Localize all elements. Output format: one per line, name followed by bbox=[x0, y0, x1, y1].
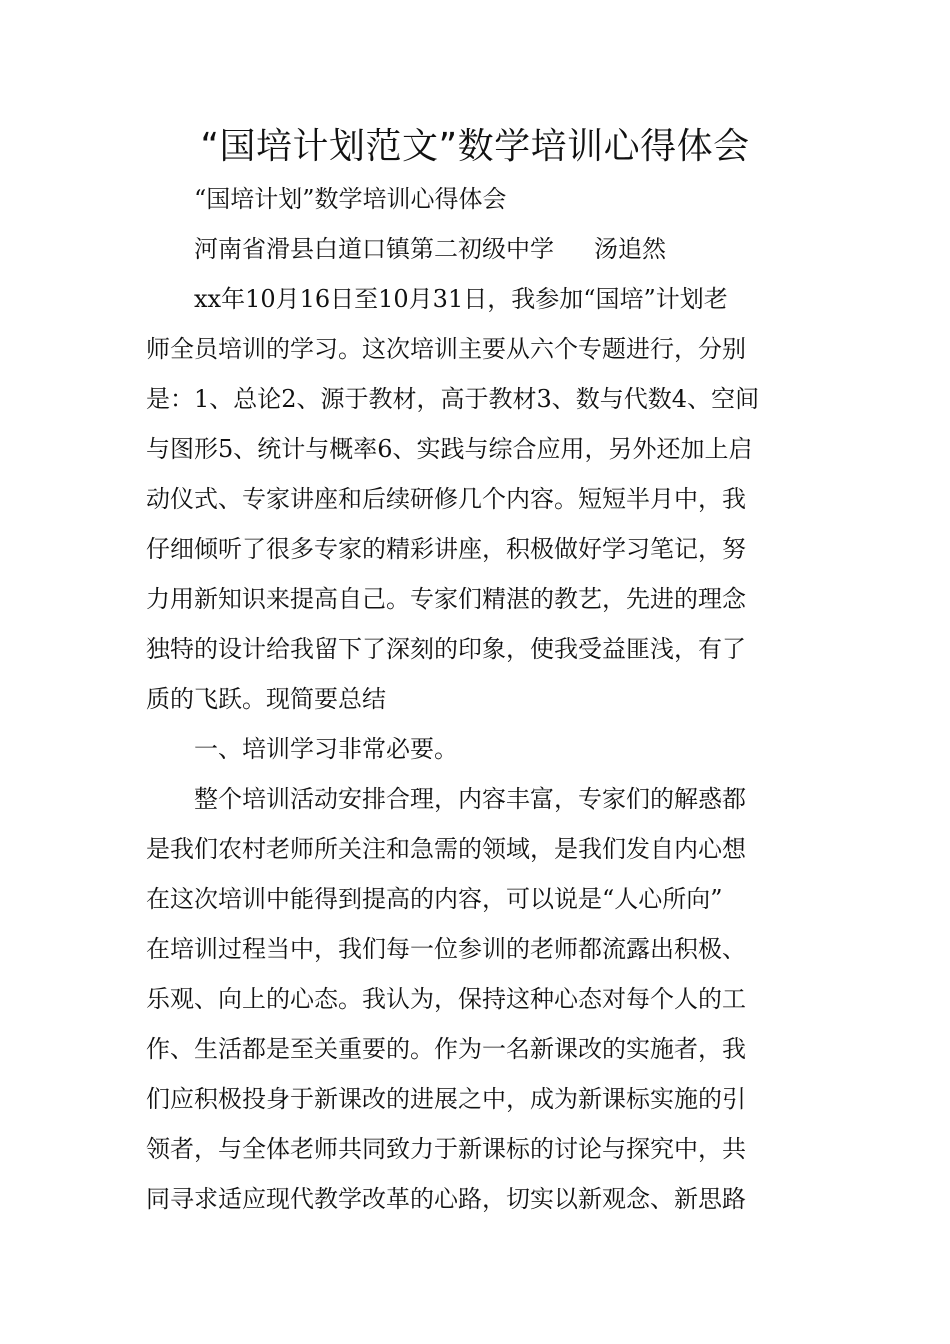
body-line: 同寻求适应现代教学改革的心路，切实以新观念、新思路 bbox=[146, 1185, 746, 1213]
body-line: 在这次培训中能得到提高的内容，可以说是“人心所向” bbox=[146, 885, 723, 913]
document-subtitle: “国培计划”数学培训心得体会 bbox=[194, 185, 507, 213]
author-school: 河南省滑县白道口镇第二初级中学 bbox=[194, 235, 554, 263]
body-line: 领者，与全体老师共同致力于新课标的讨论与探究中，共 bbox=[146, 1135, 746, 1163]
body-line: 整个培训活动安排合理，内容丰富，专家们的解惑都 bbox=[194, 785, 746, 813]
body-line: 师全员培训的学习。这次培训主要从六个专题进行，分别 bbox=[146, 335, 746, 363]
section-heading: 一、培训学习非常必要。 bbox=[194, 735, 458, 763]
body-line: 与图形5、统计与概率6、实践与综合应用，另外还加上启 bbox=[146, 435, 753, 463]
body-line: 力用新知识来提高自己。专家们精湛的教艺，先进的理念 bbox=[146, 585, 746, 613]
body-line: 是：1、总论2、源于教材，高于教材3、数与代数4、空间 bbox=[146, 385, 760, 413]
body-line: xx年10月16日至10月31日，我参加“国培”计划老 bbox=[194, 285, 728, 313]
body-line: 仔细倾听了很多专家的精彩讲座，积极做好学习笔记，努 bbox=[146, 535, 746, 563]
body-line: 独特的设计给我留下了深刻的印象，使我受益匪浅，有了 bbox=[146, 635, 746, 663]
author-name: 汤追然 bbox=[594, 235, 666, 263]
author-line bbox=[194, 232, 666, 266]
body-line: 乐观、向上的心态。我认为，保持这种心态对每个人的工 bbox=[146, 985, 746, 1013]
body-line: 质的飞跃。现简要总结 bbox=[146, 685, 386, 713]
body-line: 作、生活都是至关重要的。作为一名新课改的实施者，我 bbox=[146, 1035, 746, 1063]
body-line: 动仪式、专家讲座和后续研修几个内容。短短半月中，我 bbox=[146, 485, 746, 513]
body-line: 们应积极投身于新课改的进展之中，成为新课标实施的引 bbox=[146, 1085, 746, 1113]
body-line: 在培训过程当中，我们每一位参训的老师都流露出积极、 bbox=[146, 935, 746, 963]
document-title: “国培计划范文”数学培训心得体会 bbox=[200, 126, 750, 167]
body-line: 是我们农村老师所关注和急需的领域，是我们发自内心想 bbox=[146, 835, 746, 863]
